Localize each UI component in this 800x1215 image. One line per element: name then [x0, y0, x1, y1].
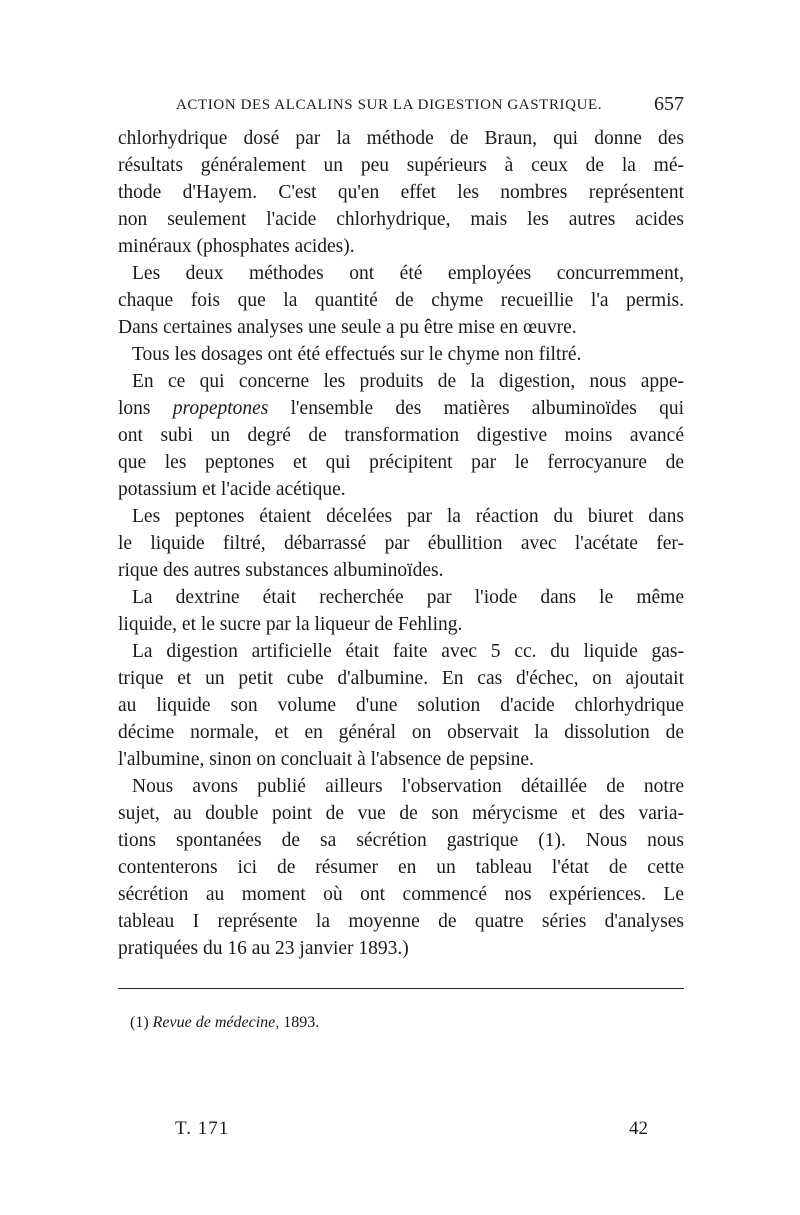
footnote-source: Revue de médecine,	[152, 1014, 280, 1031]
text-line: pratiquées du 16 au 23 janvier 1893.)	[118, 938, 409, 959]
emphasis-term: propeptones	[172, 398, 269, 419]
sheet-number: 42	[629, 1118, 648, 1139]
text-line: le liquide filtré, débarrassé par ébullition avec l'acétate fer-	[118, 533, 684, 554]
text-line: non seulement l'acide chlorhydrique, mais les autres acides	[118, 209, 684, 230]
text-line: minéraux (phosphates acides).	[118, 236, 355, 257]
text-line: tableau I représente la moyenne de quatre séries d'analyses	[118, 911, 684, 932]
text-fragment: lons	[118, 398, 173, 419]
printer-signature: T. 171	[175, 1118, 230, 1139]
text-line: Dans certaines analyses une seule a pu être mise en œuvre.	[118, 317, 577, 338]
running-head	[118, 93, 684, 119]
text-line: liquide, et le sucre par la liqueur de Fehling.	[118, 614, 463, 635]
text-line: ont subi un degré de transformation digestive moins avancé	[118, 425, 684, 446]
footnote	[130, 1014, 319, 1032]
text-line: sécrétion au moment où ont commencé nos expériences. Le	[118, 884, 684, 905]
text-line: La dextrine était recherchée par l'iode dans le même	[132, 587, 684, 608]
text-line: tions spontanées de sa sécrétion gastrique (1). Nous nous	[118, 830, 684, 851]
text-line: que les peptones et qui précipitent par le ferrocyanure de	[118, 452, 684, 473]
footnote-year: 1893.	[283, 1014, 320, 1031]
text-line: Les deux méthodes ont été employées concurremment,	[132, 263, 684, 284]
text-line: sujet, au double point de vue de son mérycisme et des varia-	[118, 803, 684, 824]
text-line: chaque fois que la quantité de chyme recueillie l'a permis.	[118, 290, 684, 311]
text-line: au liquide son volume d'une solution d'acide chlorhydrique	[118, 695, 684, 716]
text-line: Tous les dosages ont été effectués sur le chyme non filtré.	[132, 344, 582, 365]
text-line: Nous avons publié ailleurs l'observation détaillée de notre	[132, 776, 684, 797]
text-line: La digestion artificielle était faite avec 5 cc. du liquide gas-	[132, 641, 684, 662]
body-text	[118, 125, 684, 962]
footnote-marker: (1)	[130, 1014, 149, 1031]
text-line: contenterons ici de résumer en un tableau l'état de cette	[118, 857, 684, 878]
text-fragment: l'ensemble des matières albuminoïdes qui	[268, 398, 684, 419]
text-line: résultats généralement un peu supérieurs à ceux de la mé-	[118, 155, 684, 176]
running-title: ACTION DES ALCALINS SUR LA DIGESTION GASTRIQUE.	[176, 97, 603, 113]
page-number: 657	[654, 93, 684, 115]
footnote-divider	[118, 988, 684, 989]
text-line: décime normale, et en général on observait la dissolution de	[118, 722, 684, 743]
text-line	[118, 395, 684, 422]
text-line: rique des autres substances albuminoïdes.	[118, 560, 444, 581]
text-line: chlorhydrique dosé par la méthode de Braun, qui donne des	[118, 128, 684, 149]
text-line: l'albumine, sinon on concluait à l'absence de pepsine.	[118, 749, 534, 770]
text-line: En ce qui concerne les produits de la digestion, nous appe-	[132, 371, 684, 392]
text-line: Les peptones étaient décelées par la réaction du biuret dans	[132, 506, 684, 527]
text-line: trique et un petit cube d'albumine. En cas d'échec, on ajoutait	[118, 668, 684, 689]
text-line: potassium et l'acide acétique.	[118, 479, 346, 500]
text-line: thode d'Hayem. C'est qu'en effet les nombres représentent	[118, 182, 684, 203]
